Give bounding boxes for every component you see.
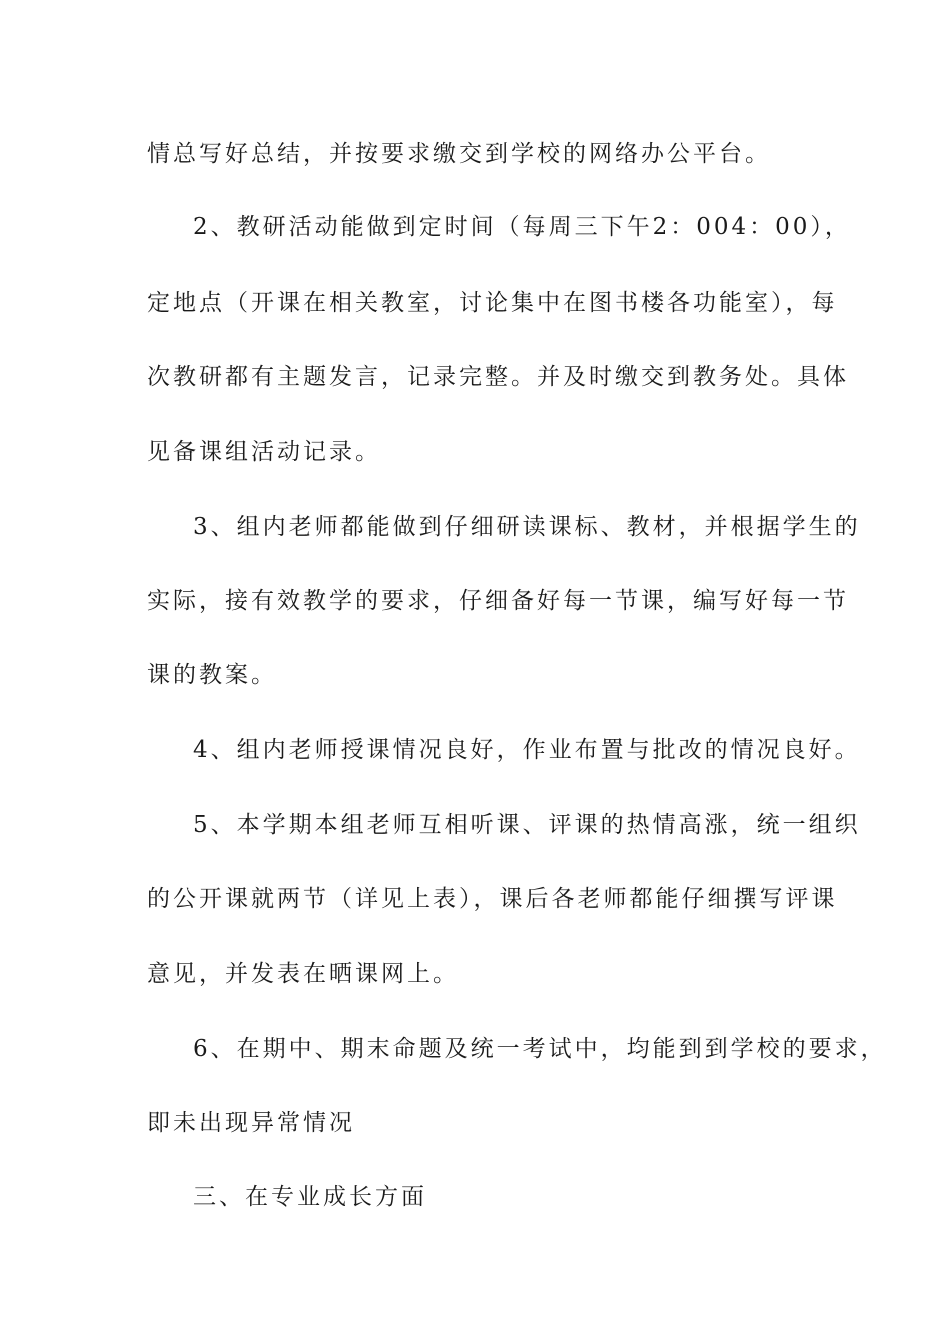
- text-line-10: 5、本学期本组老师互相听课、评课的热情高涨，统一组织: [193, 812, 861, 838]
- text-line-12: 意见，并发表在晒课网上。: [147, 961, 459, 987]
- text-line-4: 次教研都有主题发言，记录完整。并及时缴交到教务处。具体: [147, 364, 849, 390]
- text-line-13: 6、在期中、期末命题及统一考试中，均能到到学校的要求，: [193, 1036, 887, 1062]
- text-line-14: 即未出现异常情况: [147, 1110, 355, 1136]
- text-line-8: 课的教案。: [147, 662, 277, 688]
- text-line-11: 的公开课就两节（详见上表），课后各老师都能仔细撰写评课: [147, 886, 838, 912]
- text-line-7: 实际，接有效教学的要求，仔细备好每一节课，编写好每一节: [147, 588, 849, 614]
- text-line-5: 见备课组活动记录。: [147, 439, 381, 465]
- section-heading: 三、在专业成长方面: [193, 1184, 427, 1210]
- text-line-2: 2、教研活动能做到定时间（每周三下午2：004：00），: [193, 214, 851, 240]
- text-line-6: 3、组内老师都能做到仔细研读课标、教材，并根据学生的: [193, 514, 861, 540]
- text-line-1: 情总写好总结，并按要求缴交到学校的网络办公平台。: [147, 141, 771, 167]
- text-line-9: 4、组内老师授课情况良好，作业布置与批改的情况良好。: [193, 737, 861, 763]
- text-line-3: 定地点（开课在相关教室，讨论集中在图书楼各功能室），每: [147, 290, 838, 316]
